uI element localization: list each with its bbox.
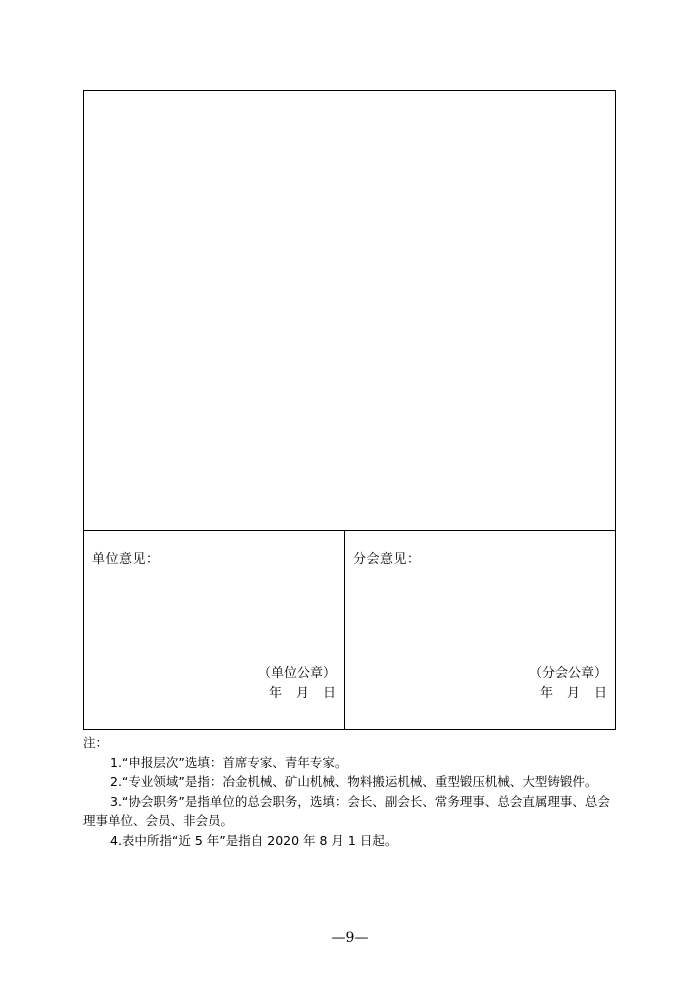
- notes-section: [83, 733, 618, 851]
- date-day: 日: [322, 686, 336, 701]
- note-item: 2.“专业领域”是指：冶金机械、矿山机械、物料搬运机械、重型锻压机械、大型铸锻件。: [110, 774, 598, 790]
- unit-opinion-cell: [84, 531, 345, 729]
- date-year: 年: [268, 686, 282, 701]
- branch-opinion-cell: [345, 531, 615, 729]
- unit-opinion-label: 单位意见：: [92, 552, 160, 567]
- date-month: 月: [295, 686, 309, 701]
- unit-date-line: [269, 682, 336, 701]
- branch-date-line: [540, 682, 607, 701]
- notes-heading: 注：: [83, 735, 109, 750]
- branch-seal-text: （分会公章）: [528, 666, 607, 681]
- branch-opinion-label: 分会意见：: [353, 552, 421, 567]
- date-year: 年: [539, 686, 553, 701]
- note-item: 1.“申报层次”选填：首席专家、青年专家。: [110, 754, 348, 770]
- content-blank-area: [84, 91, 615, 531]
- note-item: 4.表中所指“近 5 年”是指自 2020 年 8 月 1 日起。: [110, 832, 398, 848]
- application-form-table: [83, 90, 616, 730]
- date-day: 日: [593, 686, 607, 701]
- page-number: —9—: [331, 930, 369, 946]
- note-item: 3.“协会职务”是指单位的总会职务，选填：会长、副会长、常务理事、总会直属理事、总会理事单位、会员、非会员。: [83, 793, 610, 829]
- unit-seal-text: （单位公章）: [257, 666, 336, 681]
- date-month: 月: [566, 686, 580, 701]
